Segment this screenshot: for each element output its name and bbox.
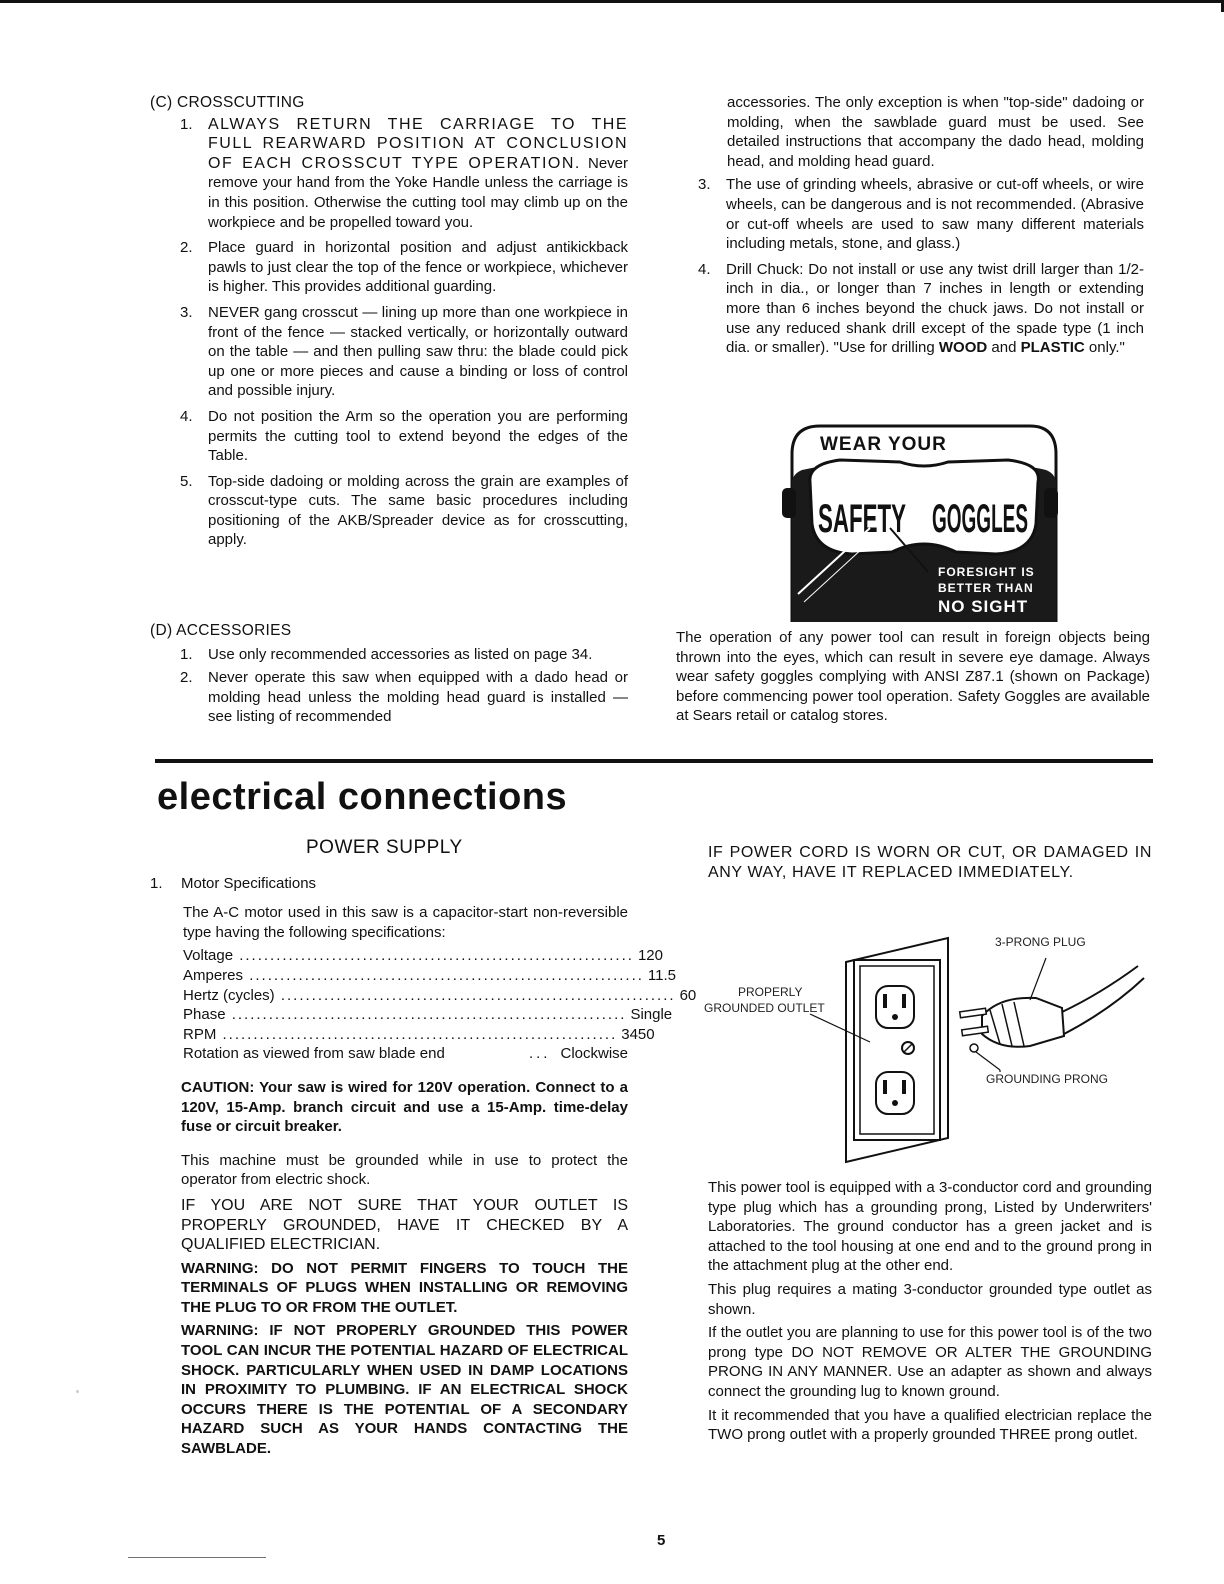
motor-specs-heading: Motor Specifications — [181, 874, 317, 892]
label-grounding-prong: GROUNDING PRONG — [986, 1072, 1109, 1086]
goggles-line-1: FORESIGHT IS — [938, 565, 1035, 579]
accessories-heading: (D) ACCESSORIES — [150, 622, 292, 639]
goggles-top-text: WEAR YOUR — [820, 434, 947, 455]
list-item: 1. ALWAYS RETURN THE CARRIAGE TO THE FULL REARWARD POSITION AT CONCLUSION OF EACH CROSSCUT TYPE OPERATION. Never remove your hand from the Yoke Handle unless the carriage is in this position. Otherwise the cutting tool may climb up on the workpiece and be propelled toward you. — [180, 115, 628, 231]
list-item: 4. Do not position the Arm so the operation you are performing permits the cutting tool to extend beyond the edges of the Table. — [180, 407, 628, 465]
spec-row-rotation: Rotation as viewed from saw blade end ... Clockwise — [183, 1045, 628, 1063]
goggles-line-3: NO SIGHT — [938, 597, 1029, 616]
label-properly: PROPERLY — [738, 985, 803, 999]
list-item: 3. NEVER gang crosscut — lining up more than one workpiece in front of the fence — stacked vertically, or horizontally outward on the table — and then pulling saw thru: the blade could pick up one or more pieces and cause a binding or loss of control and possible injury. — [180, 303, 628, 400]
scan-speck — [76, 1390, 79, 1393]
goggles-word-safety: SAFETY — [818, 497, 907, 541]
grounding-text-block — [708, 1178, 1152, 1445]
paragraph-cord: This power tool is equipped with a 3-conductor cord and grounding type plug which has a grounding prong, Listed by Underwriters' Laboratories. The ground conductor has a green jacket and is attached to the tool housing at one end and to the ground prong in the attachment plug at the other end. — [708, 1179, 1152, 1275]
goggles-paragraph: The operation of any power tool can result in foreign objects being thrown into the eyes, which can result in severe eye damage. Always wear safety goggles complying with ANSI Z87.1 (shown on Package) before commencing power tool operation. Safety Goggles are available at Sears retail or catalog stores. — [676, 629, 1150, 725]
spec-row: Voltage ..... 120 — [183, 946, 628, 966]
outlet-plug-diagram — [700, 924, 1150, 1164]
power-cord-warning: IF POWER CORD IS WORN OR CUT, OR DAMAGED IN ANY WAY, HAVE IT REPLACED IMMEDIATELY. — [708, 844, 1152, 881]
label-3-prong-plug: 3-PRONG PLUG — [995, 935, 1086, 949]
warning-grounding: WARNING: IF NOT PROPERLY GROUNDED THIS POWER TOOL CAN INCUR THE POTENTIAL HAZARD OF ELECTRICAL SHOCK. PARTICULARLY WHEN USED IN DAMP LOCATIONS IN PROXIMITY TO PLUMBING. IF AN ELECTRICAL SHOCK OCCURS THERE IS THE POTENTIAL OF A SECONDARY HAZARD SUCH AS YOUR HANDS CONTACTING THE SAWBLADE. — [181, 1322, 628, 1458]
list-item: 1. Use only recommended accessories as listed on page 34. — [180, 645, 593, 663]
caution-text: CAUTION: Your saw is wired for 120V operation. Connect to a 120V, 15-Amp. branch circuit and use a 15-Amp. time-delay fuse or circuit breaker. — [181, 1078, 628, 1136]
top-border — [0, 0, 1224, 3]
spec-row: Amperes ..... 11.5 — [183, 966, 628, 986]
goggles-word-goggles: GOGGLES — [932, 497, 1028, 541]
section-title: electrical connections — [157, 776, 568, 818]
section-divider — [155, 759, 1153, 763]
goggles-line-2: BETTER THAN — [938, 581, 1034, 595]
crosscutting-section — [150, 93, 628, 556]
accessories-continued — [698, 93, 1144, 364]
safety-goggles-graphic — [780, 424, 1060, 624]
list-item: 2. Never operate this saw when equipped with a dado head or molding head unless the molding head guard is installed — see listing of recommended — [180, 669, 628, 726]
spec-row: Hertz (cycles) ..... 60 — [183, 986, 628, 1006]
crosscutting-heading: (C) CROSSCUTTING — [150, 94, 305, 111]
power-supply-heading: POWER SUPPLY — [306, 837, 463, 858]
list-item: 2. Place guard in horizontal position and adjust antikickback pawls to just clear the top of the fence or workpiece, whichever is higher. This provides additional guarding. — [180, 239, 628, 296]
crosscutting-list — [180, 115, 628, 550]
paragraph-two-prong: If the outlet you are planning to use for this power tool is of the two prong type DO NOT REMOVE OR ALTER THE GROUNDING PRONG IN ANY MANNER. Use an adapter as shown and always connect the grounding lug to known ground. — [708, 1324, 1152, 1400]
specs-table — [183, 946, 697, 1064]
page-number: 5 — [657, 1532, 666, 1549]
power-supply-section: POWER SUPPLY 1. Motor Specifications The A-C motor used in this saw is a capacitor-start non-reversible type having the following specifications: Voltage ..... 120 Amperes ..... 11.5 Hertz (cycles) ..... 60 Phase ..... Single RPM ..... 3450 Rotation as viewed from saw blade end ... Clockwise CAUTION: Your saw is wired for 120V operation. Connect to a 120V, 15-Amp. branch circuit and use a 15-Amp. time-delay fuse or circuit breaker. This machine must be grounded while in use to protect the operator from electric shock. IF YOU ARE NOT SURE THAT YOUR OUTLET IS PROPERLY GROUNDED, HAVE IT CHECKED BY A QUALIFIED ELECTRICIAN. WARNING: DO NOT PERMIT FINGERS TO TOUCH THE TERMINALS OF PLUGS WHEN INSTALLING OR REMOVING THE PLUG TO OR FROM THE OUTLET. WARNING: IF NOT PROPERLY GROUNDED THIS POWER TOOL CAN INCUR THE POTENTIAL HAZARD OF ELECTRICAL SHOCK. PARTICULARLY WHEN USED IN DAMP LOCATIONS IN PROXIMITY TO PLUMBING. IF AN ELECTRICAL SHOCK OCCURS THERE IS THE POTENTIAL OF A SECONDARY HAZARD SUCH AS YOUR HANDS CONTACTING THE SAWBLADE. — [150, 838, 628, 1459]
list-item: 5. Top-side dadoing or molding across the grain are examples of crosscut-type cuts. The same basic procedures including positioning of the AKB/Spreader device as for crosscutting, apply. — [180, 472, 628, 549]
list-item: 3. The use of grinding wheels, abrasive or cut-off wheels, or wire wheels, can be dangerous and is not recommended. (Abrasive or cut-off wheels are used to saw many different materials including metals, stone, and glass.) — [698, 176, 1144, 253]
spec-row: Phase ..... Single — [183, 1005, 628, 1025]
accessories-continuation: accessories. The only exception is when "top-side" dadoing or molding, when the sawblade guard must be used. See detailed instructions that accompany the dado head, molding head, and molding head guard. — [727, 94, 1144, 170]
spec-row: RPM ..... 3450 — [183, 1025, 628, 1045]
accessories-section — [150, 621, 628, 733]
scan-mark-line — [128, 1557, 266, 1558]
label-grounded-outlet: GROUNDED OUTLET — [704, 1001, 825, 1015]
paragraph-mating: This plug requires a mating 3-conductor grounded type outlet as shown. — [708, 1280, 1152, 1318]
grounded-text: This machine must be grounded while in use to protect the operator from electric shock. — [181, 1151, 628, 1189]
list-item: 4. Drill Chuck: Do not install or use any twist drill larger than 1/2-inch in dia., or longer than 7 inches in length or extending more than 6 inches beyond the chuck jaws. Do not install or use any reduced shank drill except of the spade type (1 inch dia. or smaller). "Use for drilling WOOD and PLASTIC only." — [698, 260, 1144, 357]
motor-intro: The A-C motor used in this saw is a capacitor-start non-reversible type having the following specifications: — [183, 904, 628, 941]
paragraph-recommend: It it recommended that you have a qualified electrician replace the TWO prong outlet with a properly grounded THREE prong outlet. — [708, 1406, 1152, 1444]
not-sure-text: IF YOU ARE NOT SURE THAT YOUR OUTLET IS PROPERLY GROUNDED, HAVE IT CHECKED BY A QUALIFIED ELECTRICIAN. — [181, 1196, 628, 1254]
accessories-list-cont — [698, 175, 1144, 357]
accessories-list — [180, 645, 628, 727]
warning-fingers: WARNING: DO NOT PERMIT FINGERS TO TOUCH THE TERMINALS OF PLUGS WHEN INSTALLING OR REMOVING THE PLUG TO OR FROM THE OUTLET. — [181, 1259, 628, 1316]
